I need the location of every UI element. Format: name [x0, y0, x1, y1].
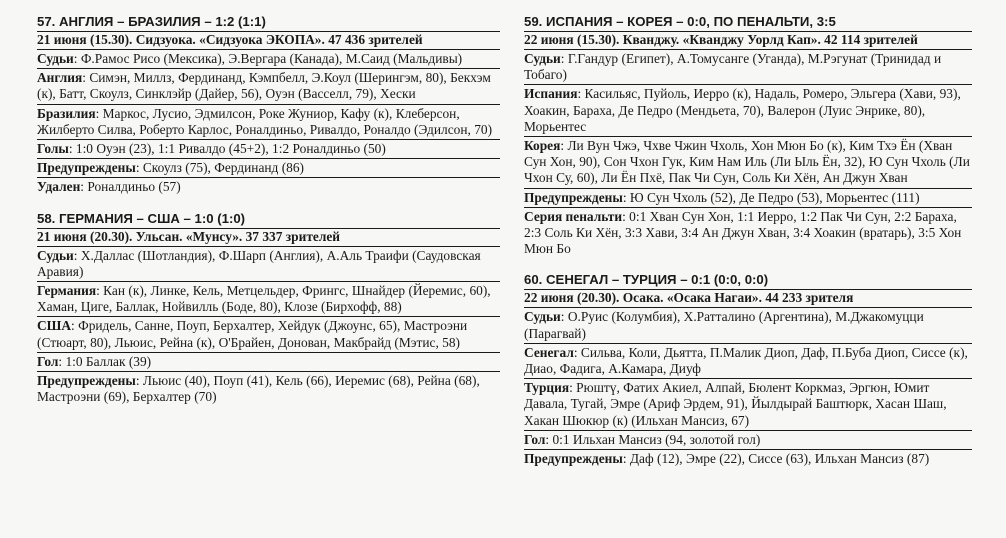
- cautions-row: [37, 159, 500, 178]
- row-label: Судьи: [37, 51, 74, 66]
- referees-row: [37, 247, 500, 282]
- sent-off-row: [37, 178, 500, 196]
- match-venue: 21 июня (15.30). Сидзуока. «Сидзуока ЭКОПА». 47 436 зрителей: [37, 32, 500, 50]
- row-text: : Ю Сун Чхоль (52), Де Педро (53), Морьентес (111): [622, 189, 920, 205]
- row-text: : 1:0 Оуэн (23), 1:1 Ривалдо (45+2), 1:2 Роналдиньо (50): [68, 141, 386, 157]
- row-text: : Рюштү, Фатих Акиел, Алпай, Бюлент Коркмаз, Эргюн, Юмит Давала, Тугай, Эмре (Ариф Эрдем, 91), Йылдырай Баштюрк, Хасан Шаш, Хакан Шюкюр (к) (Ильхан Мансиз, 67): [524, 380, 947, 428]
- match-59: [524, 14, 972, 258]
- row-text: : Даф (12), Эмре (22), Сиссе (63), Ильхан Мансиз (87): [622, 451, 930, 467]
- goals-row: [37, 140, 500, 159]
- right-column: [524, 14, 972, 482]
- team-lineup-row: [524, 85, 972, 137]
- row-text: : Льюис (40), Поуп (41), Кель (66), Иеремис (68), Рейна (68), Мастроэни (69), Берхалтер (70): [37, 373, 480, 405]
- match-57: [37, 14, 500, 197]
- match-venue: 21 июня (20.30). Ульсан. «Мунсу». 37 337 зрителей: [37, 229, 500, 247]
- row-text: : Фридель, Санне, Поуп, Берхалтер, Хейдук (Джоунс, 65), Мастроэни (Стюарт, 80), Льюис, Рейна (к), О'Брайен, Донован, Макбрайд (Мэтис, 58): [37, 318, 468, 350]
- match-venue: 22 июня (20.30). Осака. «Осака Нагаи». 44 233 зрителя: [524, 290, 972, 308]
- row-text: : 1:0 Баллак (39): [58, 353, 152, 369]
- row-label: Голы: [37, 141, 69, 157]
- row-label: Германия: [37, 283, 97, 299]
- row-text: : Г.Гандур (Египет), А.Томусанге (Уганда), М.Рэгунат (Тринидад и Тобаго): [524, 51, 942, 83]
- match-title: 58. ГЕРМАНИЯ – США – 1:0 (1:0): [37, 211, 500, 229]
- team-lineup-row: [37, 282, 500, 317]
- row-label: Серия пенальти: [524, 208, 623, 224]
- match-58: [37, 211, 500, 407]
- match-title: 59. ИСПАНИЯ – КОРЕЯ – 0:0, ПО ПЕНАЛЬТИ, 3:5: [524, 14, 972, 32]
- row-label: Корея: [524, 138, 561, 154]
- row-text: : Х.Даллас (Шотландия), Ф.Шарп (Англия), А.Аль Траифи (Саудовская Аравия): [37, 247, 481, 279]
- row-text: : Сильва, Коли, Дьятта, П.Малик Диоп, Даф, П.Буба Диоп, Сиссе (к), Диао, Фадига, А.Камара, Диуф: [524, 344, 968, 377]
- goals-row: [524, 431, 972, 450]
- row-label: Сенегал: [524, 344, 574, 360]
- team-lineup-row: [524, 344, 972, 379]
- row-text: : Касильяс, Пуйоль, Иерро (к), Надаль, Ромеро, Эльгера (Хави, 93), Хоакин, Бараха, Де Педро (Мендьета, 70), Валерон (Луис Энрике, 80), Морьентес: [524, 86, 961, 134]
- row-label: Турция: [524, 380, 570, 396]
- team-lineup-row: [524, 379, 972, 431]
- row-label: Англия: [37, 70, 83, 86]
- team-lineup-row: [524, 137, 972, 189]
- referees-row: [524, 308, 972, 343]
- row-text: : Симэн, Миллз, Фердинанд, Кэмпбелл, Э.Коул (Шерингэм, 80), Бекхэм (к), Батт, Скоулз, Синклэйр (Дайер, 56), Оуэн (Васселл, 79), Хески: [37, 70, 491, 102]
- row-label: Судьи: [524, 51, 561, 66]
- match-title: 60. СЕНЕГАЛ – ТУРЦИЯ – 0:1 (0:0, 0:0): [524, 272, 972, 290]
- row-text: : Ф.Рамос Рисо (Мексика), Э.Вергара (Канада), М.Саид (Мальдивы): [73, 51, 463, 66]
- row-label: Предупреждены: [524, 189, 623, 205]
- row-text: : О.Руис (Колумбия), Х.Ратталино (Аргентина), М.Джакомуцци (Парагвай): [524, 309, 924, 341]
- row-label: Гол: [37, 353, 59, 369]
- match-60: [524, 272, 972, 468]
- row-text: : Кан (к), Линке, Кель, Метцельдер, Фрингс, Шнайдер (Йеремис, 60), Хаман, Циге, Баллак, Нойвилль (Боде, 80), Клозе (Бирхофф, 88): [37, 283, 491, 315]
- cautions-row: [37, 372, 500, 406]
- row-label: Бразилия: [37, 105, 96, 121]
- penalty-shootout-row: [524, 208, 972, 259]
- team-lineup-row: [37, 105, 500, 140]
- row-text: : Роналдиньо (57): [80, 179, 181, 195]
- row-text: : Маркос, Лусио, Эдмилсон, Роке Жуниор, Кафу (к), Клеберсон, Жилберто Силва, Роберто Карлос, Роналдиньо, Ривалдо, Роналдо (Эдилсон, 70): [37, 105, 493, 137]
- row-label: Судьи: [524, 309, 561, 325]
- row-label: Предупреждены: [524, 451, 623, 467]
- left-column: [37, 14, 500, 420]
- row-label: Удален: [37, 179, 81, 195]
- row-text: : 0:1 Ильхан Мансиз (94, золотой гол): [545, 431, 761, 447]
- row-label: Предупреждены: [37, 373, 136, 389]
- match-title: 57. АНГЛИЯ – БРАЗИЛИЯ – 1:2 (1:1): [37, 14, 500, 32]
- row-label: Судьи: [37, 247, 74, 263]
- match-venue: 22 июня (15.30). Кванджу. «Кванджу Уорлд Кап». 42 114 зрителей: [524, 32, 972, 50]
- cautions-row: [524, 189, 972, 208]
- goals-row: [37, 353, 500, 372]
- team-lineup-row: [37, 317, 500, 352]
- row-text: : Ли Вун Чжэ, Чхве Чжин Чхоль, Хон Мюн Бо (к), Ким Тхэ Ён (Хван Сун Хон, 90), Сон Чхон Гук, Ким Нам Иль (Ли Ыль Ён, 32), Ю Сун Чхоль (Ли Чхон Су, 60), Ли Ён Пхё, Пак Чи Сун, Соль Ки Хён, Ан Джун Хван: [524, 138, 970, 186]
- row-label: Предупреждены: [37, 160, 136, 176]
- row-label: США: [37, 318, 72, 334]
- row-text: : 0:1 Хван Сун Хон, 1:1 Иерро, 1:2 Пак Чи Сун, 2:2 Бараха, 2:3 Соль Ки Хён, 3:3 Хави, 3:4 Ан Джун Хван, 3:4 Хоакин (вратарь), 3:5 Хон Мюн Бо: [524, 208, 962, 257]
- row-text: : Скоулз (75), Фердинанд (86): [135, 160, 305, 176]
- team-lineup-row: [37, 69, 500, 104]
- referees-row: [524, 50, 972, 85]
- cautions-row: [524, 450, 972, 468]
- row-label: Испания: [524, 86, 578, 102]
- referees-row: [37, 50, 500, 69]
- row-label: Гол: [524, 431, 546, 447]
